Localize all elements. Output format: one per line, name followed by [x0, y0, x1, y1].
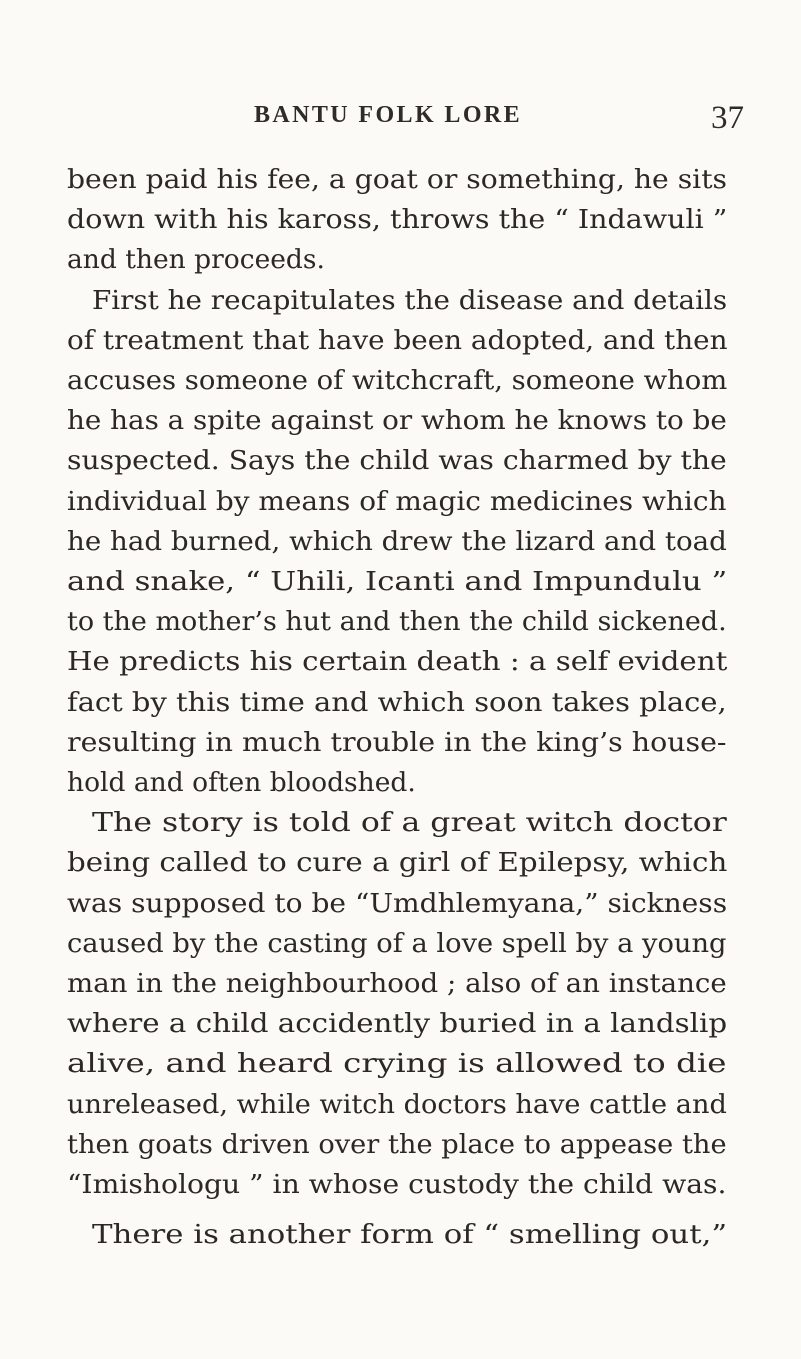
- text-line: “Imishologu ” in whose custody the child was.: [67, 1169, 727, 1200]
- text-line: suspected. Says the child was charmed by the: [67, 445, 727, 477]
- text-line: where a child accidently buried in a landslip: [67, 1008, 728, 1040]
- text-line: First he recapitulates the disease and details: [92, 284, 728, 316]
- running-title: BANTU FOLK LORE: [254, 102, 523, 128]
- text-line: being called to cure a girl of Epilepsy, which: [67, 847, 728, 879]
- text-line: then goats driven over the place to appease the: [67, 1128, 727, 1160]
- page-number: 37: [711, 100, 744, 136]
- text-line: hold and often bloodshed.: [67, 767, 416, 798]
- text-line: of treatment that have been adopted, and then: [67, 324, 728, 356]
- text-line: down with his kaross, throws the “ Indawuli ”: [67, 204, 728, 236]
- text-line: fact by this time and which soon takes place,: [67, 686, 727, 718]
- text-line: unreleased, while witch doctors have cattle and: [67, 1088, 727, 1120]
- text-line: accuses someone of witchcraft, someone whom: [67, 365, 728, 396]
- text-line: caused by the casting of a love spell by a young: [67, 927, 727, 959]
- text-line: man in the neighbourhood ; also of an instance: [67, 968, 727, 999]
- text-line: There is another form of “ smelling out,”: [92, 1219, 728, 1251]
- text-line: resulting in much trouble in the king’s house-: [67, 726, 727, 758]
- text-line: been paid his fee, a goat or something, he sits: [67, 164, 728, 195]
- text-line: individual by means of magic medicines which: [67, 485, 727, 517]
- text-line: to the mother’s hut and then the child sickened.: [67, 606, 727, 638]
- text-line: The story is told of a great witch doctor: [92, 807, 727, 839]
- text-line: and snake, “ Uhili, Icanti and Impundulu ”: [67, 566, 728, 597]
- text-line: was supposed to be “Umdhlemyana,” sickness: [67, 887, 728, 919]
- text-line: alive, and heard crying is allowed to die: [67, 1048, 727, 1080]
- text-line: He predicts his certain death : a self evident: [67, 646, 728, 678]
- text-line: he had burned, which drew the lizard and toad: [67, 525, 727, 557]
- text-line: he has a spite against or whom he knows to be: [67, 405, 727, 437]
- running-head: [0, 100, 801, 140]
- text-line: and then proceeds.: [67, 244, 325, 276]
